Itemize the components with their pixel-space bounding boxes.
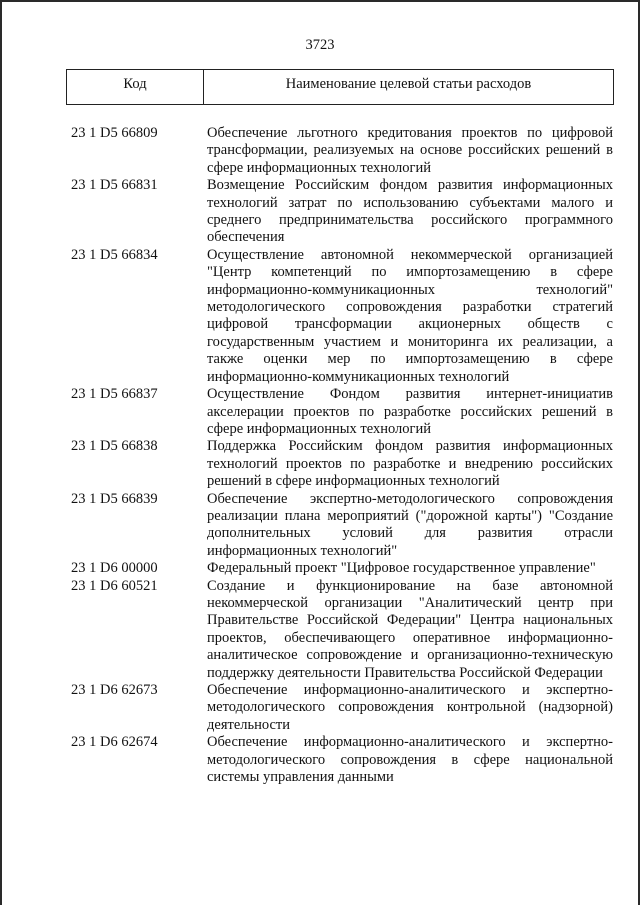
page-number: 3723: [305, 37, 335, 53]
row-description: Обеспечение информационно-аналитического и экспертно-методологического сопровождения в сфере национальной системы управления данными: [207, 734, 613, 786]
row-code: 23 1 D6 62673: [71, 682, 158, 698]
table-row: [66, 247, 616, 386]
row-description: Обеспечение экспертно-методологического сопровождения реализации плана мероприятий ("дорожной карты") "Создание дополнительных условий для развития отрасли информационных технологий": [207, 490, 613, 559]
table-header: [66, 69, 614, 105]
row-description: Создание и функционирование на базе автономной некоммерческой организации "Аналитический центр при Правительстве Российской Федерации" Центра национальных проектов, обеспечивающего оперативное информационно-аналитическое сопровождение и организационно-техническую поддержку деятельности Правительства Российской Федерации: [207, 577, 613, 681]
page-border-left: [0, 0, 2, 905]
row-code: 23 1 D5 66838: [71, 438, 158, 455]
table-row: [66, 734, 616, 786]
row-description: Обеспечение информационно-аналитического и экспертно-методологического сопровождения контрольной (надзорной) деятельности: [207, 682, 613, 733]
row-description: Возмещение Российским фондом развития информационных технологий затрат по использованию субъектами малого и среднего предпринимательства российского программного обеспечения: [207, 177, 613, 246]
table-body: [66, 125, 616, 786]
page-border-top: [0, 0, 640, 2]
row-code: 23 1 D6 62674: [71, 734, 158, 751]
row-code: 23 1 D6 00000: [71, 560, 158, 577]
column-header-code: Код: [67, 70, 204, 104]
column-header-name: Наименование целевой статьи расходов: [285, 76, 532, 92]
row-code: 23 1 D5 66839: [71, 490, 158, 507]
row-description: Обеспечение льготного кредитования проектов по цифровой трансформации, реализуемых на основе российских решений в сфере информационных технологий: [207, 125, 613, 176]
table-row: [66, 125, 616, 177]
row-code: 23 1 D5 66831: [71, 177, 158, 194]
row-code: 23 1 D5 66837: [71, 386, 158, 403]
table-row: [66, 386, 616, 438]
row-code: 23 1 D5 66834: [71, 246, 158, 263]
table-row: [66, 682, 616, 734]
row-description: Осуществление автономной некоммерческой организацией "Центр компетенций по импортозамещению в сфере информационно-коммуникационных технологий" методологического сопровождения разработки стратегий цифровой трансформации акционерных обществ с государственным участием и мониторинга их реализации, а также оценки мер по импортозамещению в сфере информационно-коммуникационных технологий: [207, 246, 613, 385]
row-code: 23 1 D6 60521: [71, 577, 158, 594]
table-row: [66, 560, 616, 577]
table-row: [66, 438, 616, 490]
row-description: Поддержка Российским фондом развития информационных технологий проектов по разработке и внедрению российских решений в сфере информационных технологий: [207, 438, 613, 490]
table-row: [66, 578, 616, 682]
table-row: [66, 177, 616, 247]
row-description: Осуществление Фондом развития интернет-инициатив акселерации проектов по разработке российских решений в сфере информационных технологий: [207, 386, 613, 437]
row-code: 23 1 D5 66809: [71, 125, 158, 141]
table-row: [66, 491, 616, 561]
row-description: Федеральный проект "Цифровое государственное управление": [207, 560, 596, 577]
